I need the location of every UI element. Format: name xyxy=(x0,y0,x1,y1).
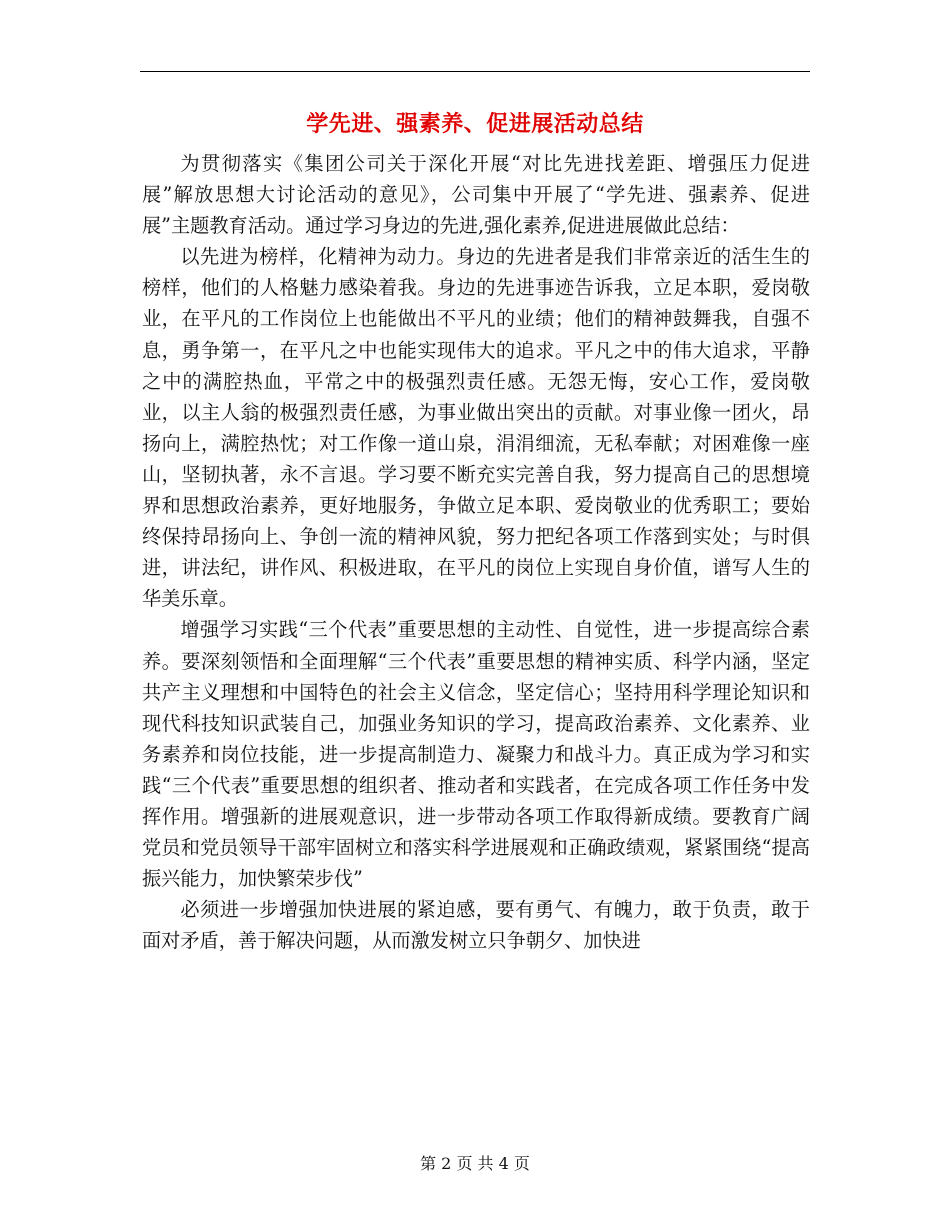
paragraph-three-represents: 增强学习实践“三个代表”重要思想的主动性、自觉性，进一步提高综合素养。要深刻领悟和全面理解“三个代表”重要思想的精神实质、科学内涵，坚定共产主义理想和中国特色的社会主义信念，坚定信心；坚持用科学理论知识和现代科技知识武装自己，加强业务知识的学习，提高政治素养、文化素养、业务素养和岗位技能，进一步提高制造力、凝聚力和战斗力。真正成为学习和实践“三个代表”重要思想的组织者、推动者和实践者，在完成各项工作任务中发挥作用。增强新的进展观意识，进一步带动各项工作取得新成绩。要教育广阔党员和党员领导干部牢固树立和落实科学进展观和正确政绩观，紧紧围绕“提高振兴能力，加快繁荣步伐” xyxy=(142,618,810,891)
paragraph-intro: 为贯彻落实《集团公司关于深化开展“对比先进找差距、增强压力促进展”解放思想大讨论活动的意见》，公司集中开展了“学先进、强素养、促进展”主题教育活动。通过学习身边的先进,强化素养,促进进展做此总结： xyxy=(142,152,810,238)
page-number-footer: 第 2 页 共 4 页 xyxy=(420,1154,530,1173)
paragraph-role-models: 以先进为榜样，化精神为动力。身边的先进者是我们非常亲近的活生生的榜样，他们的人格魅力感染着我。身边的先进事迹告诉我，立足本职，爱岗敬业，在平凡的工作岗位上也能做出不平凡的业绩；他们的精神鼓舞我，自强不息，勇争第一，在平凡之中也能实现伟大的追求。平凡之中的伟大追求，平静之中的满腔热血，平常之中的极强烈责任感。无怨无悔，安心工作，爱岗敬业，以主人翁的极强烈责任感，为事业做出突出的贡献。对事业像一团火，昂扬向上，满腔热忱；对工作像一道山泉，涓涓细流，无私奉献；对困难像一座山，坚韧执著，永不言退。学习要不断充实完善自我，努力提高自己的思想境界和思想政治素养，更好地服务，争做立足本职、爱岗敬业的优秀职工；要始终保持昂扬向上、争创一流的精神风貌，努力把纪各项工作落到实处；与时俱进，讲法纪，讲作风、积极进取，在平凡的岗位上实现自身价值，谱写人生的华美乐章。 xyxy=(142,245,810,611)
document-title: 学先进、强素养、促进展活动总结 xyxy=(306,112,644,137)
paragraph-urgency: 必须进一步增强加快进展的紧迫感，要有勇气、有魄力，敢于负责，敢于面对矛盾，善于解决问题，从而激发树立只争朝夕、加快进 xyxy=(142,898,810,953)
header-rule xyxy=(140,71,810,72)
document-body xyxy=(142,148,810,956)
